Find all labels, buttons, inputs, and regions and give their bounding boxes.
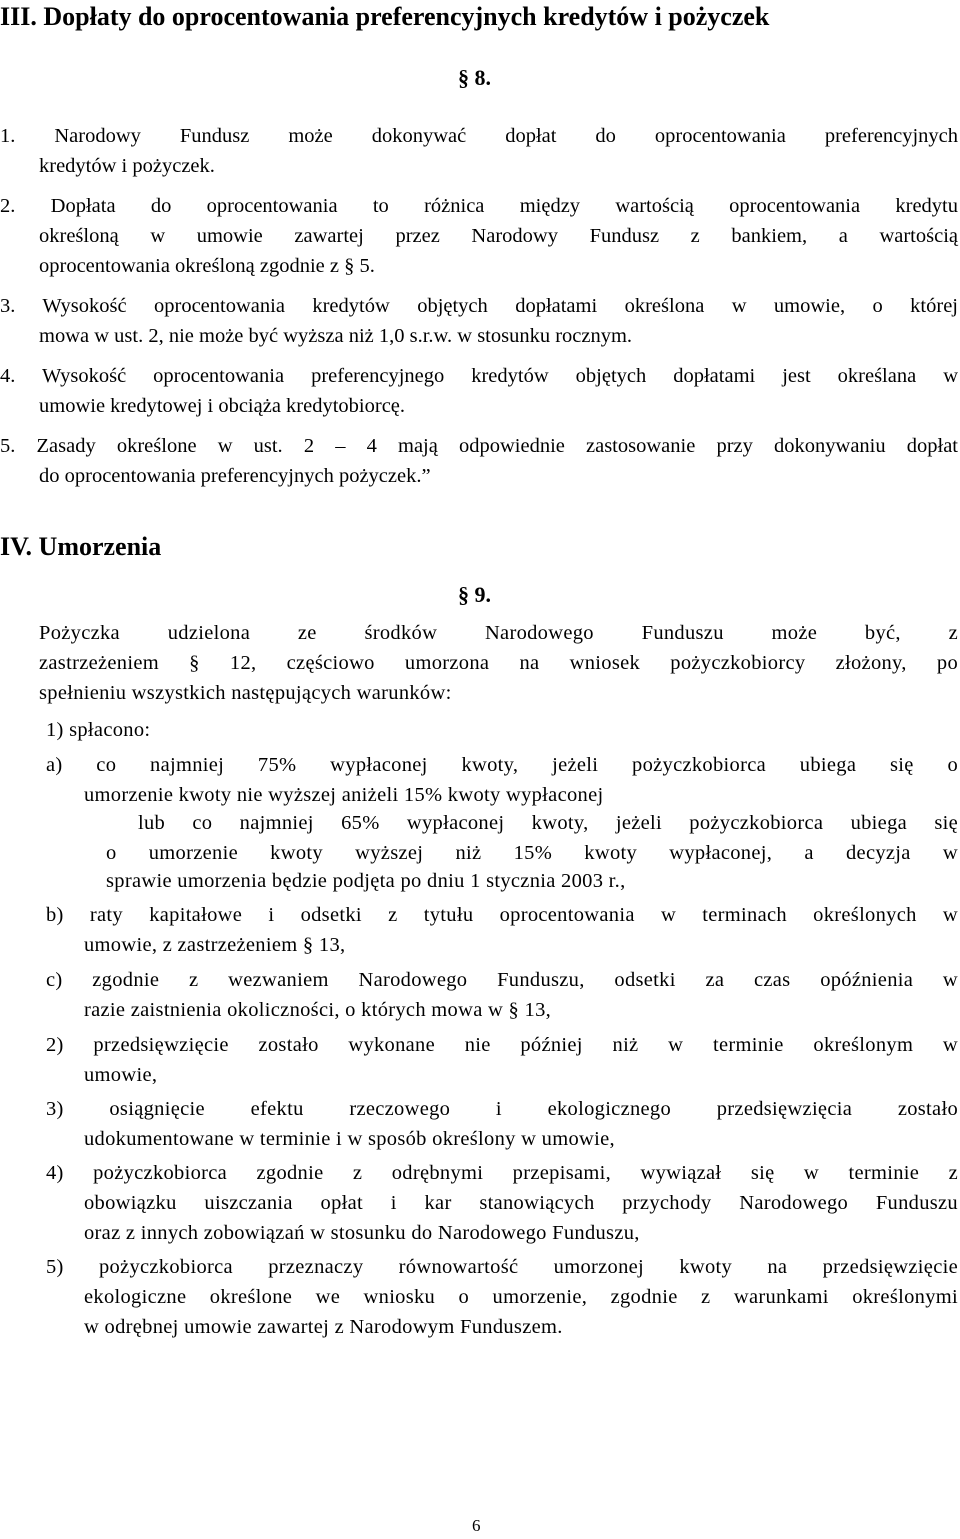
iii-p4-line2: umowie kredytowej i obciąża kredytobiorcę. — [39, 395, 406, 417]
condition-4-line1: 4) pożyczkobiorca zgodnie z odrębnymi przepisami, wywiązał się w terminie z — [46, 1162, 958, 1184]
iii-p2-line1: 2. Dopłata do oprocentowania to różnica między wartością oprocentowania kredytu — [0, 195, 958, 217]
iii-p2-line3: oprocentowania określoną zgodnie z § 5. — [39, 255, 375, 277]
iv-intro-line1: Pożyczka udzielona ze środków Narodowego Funduszu może być, z — [39, 622, 958, 644]
iii-p5-line2: do oprocentowania preferencyjnych pożyczek.” — [39, 465, 431, 487]
condition-5-line3: w odrębnej umowie zawartej z Narodowym Funduszem. — [84, 1316, 563, 1338]
condition-a-line2: umorzenie kwoty nie wyższej aniżeli 15% kwoty wypłaconej — [84, 784, 604, 806]
condition-2-line2: umowie, — [84, 1064, 158, 1086]
condition-b-line1: b) raty kapitałowe i odsetki z tytułu oprocentowania w terminach określonych w — [46, 904, 958, 926]
condition-a-line1: a) co najmniej 75% wypłaconej kwoty, jeżeli pożyczkobiorca ubiega się o — [46, 754, 958, 776]
iii-p5-line1: 5. Zasady określone w ust. 2 – 4 mają odpowiednie zastosowanie przy dokonywaniu dopłat — [0, 435, 958, 457]
iii-p2-line2: określoną w umowie zawartej przez Narodowy Fundusz z bankiem, a wartością — [39, 225, 958, 247]
iii-p1-line1: 1. Narodowy Fundusz może dokonywać dopłat do oprocentowania preferencyjnych — [0, 125, 958, 147]
condition-a-line5: sprawie umorzenia będzie podjęta po dniu 1 stycznia 2003 r., — [106, 870, 626, 892]
condition-a-line3: lub co najmniej 65% wypłaconej kwoty, jeżeli pożyczkobiorca ubiega się — [138, 812, 958, 834]
condition-5-line2: ekologiczne określone we wniosku o umorzenie, zgodnie z warunkami określonymi — [84, 1286, 958, 1308]
iii-p3-line2: mowa w ust. 2, nie może być wyższa niż 1,0 s.r.w. w stosunku rocznym. — [39, 325, 633, 347]
chapter-iv-title: IV. Umorzenia — [0, 532, 162, 561]
condition-3-line2: udokumentowane w terminie i w sposób określony w umowie, — [84, 1128, 615, 1150]
page-number: 6 — [472, 1516, 481, 1535]
condition-a-line4: o umorzenie kwoty wyższej niż 15% kwoty wypłaconej, a decyzja w — [106, 842, 958, 864]
condition-1: 1) spłacono: — [46, 719, 151, 741]
section-8-heading: § 8. — [458, 65, 491, 90]
condition-b-line2: umowie, z zastrzeżeniem § 13, — [84, 934, 346, 956]
condition-c-line1: c) zgodnie z wezwaniem Narodowego Funduszu, odsetki za czas opóźnienia w — [46, 969, 958, 991]
iv-intro-line2: zastrzeżeniem § 12, częściowo umorzona na wniosek pożyczkobiorcy złożony, po — [39, 652, 958, 674]
condition-4-line3: oraz z innych zobowiązań w stosunku do Narodowego Funduszu, — [84, 1222, 640, 1244]
condition-2-line1: 2) przedsięwzięcie zostało wykonane nie później niż w terminie określonym w — [46, 1034, 958, 1056]
condition-5-line1: 5) pożyczkobiorca przeznaczy równowartość umorzonej kwoty na przedsięwzięcie — [46, 1256, 958, 1278]
iii-p1-line2: kredytów i pożyczek. — [39, 155, 215, 177]
chapter-iii-title: III. Dopłaty do oprocentowania preferencyjnych kredytów i pożyczek — [0, 2, 770, 31]
iv-intro-line3: spełnieniu wszystkich następujących warunków: — [39, 682, 452, 704]
section-9-heading: § 9. — [458, 582, 491, 607]
iii-p3-line1: 3. Wysokość oprocentowania kredytów objętych dopłatami określona w umowie, o której — [0, 295, 958, 317]
condition-3-line1: 3) osiągnięcie efektu rzeczowego i ekologicznego przedsięwzięcia zostało — [46, 1098, 958, 1120]
iii-p4-line1: 4. Wysokość oprocentowania preferencyjnego kredytów objętych dopłatami jest określana w — [0, 365, 958, 387]
condition-4-line2: obowiązku uiszczania opłat i kar stanowiących przychody Narodowego Funduszu — [84, 1192, 958, 1214]
condition-c-line2: razie zaistnienia okoliczności, o których mowa w § 13, — [84, 999, 552, 1021]
